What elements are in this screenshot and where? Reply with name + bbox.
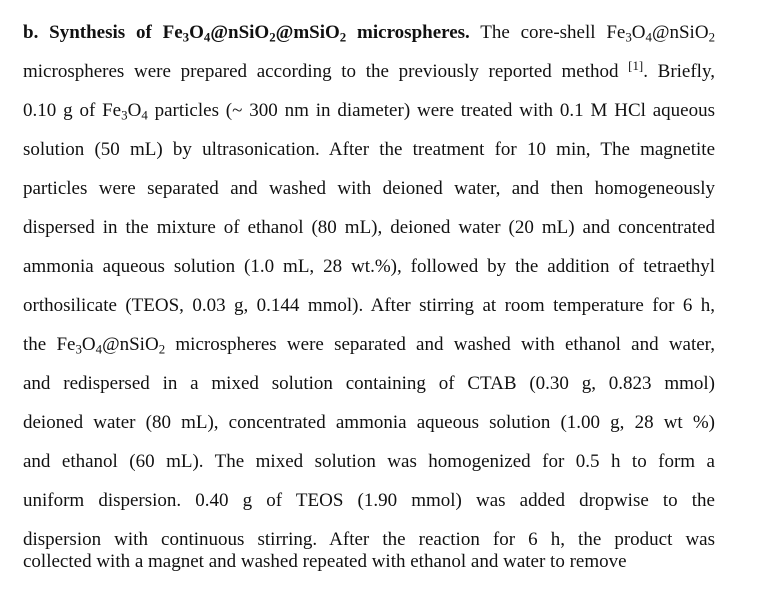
text-line xyxy=(23,327,715,366)
text-line xyxy=(23,405,715,444)
subscript-text: 2 xyxy=(158,341,166,357)
text-run: and ethanol (60 mL). The mixed solution was homogenized for 0.5 h to form a xyxy=(23,451,715,472)
text-run: O xyxy=(127,100,142,121)
text-run: the Fe xyxy=(23,334,76,355)
subscript-text: 2 xyxy=(269,29,276,45)
section-heading-text: O xyxy=(189,22,204,43)
text-run: deioned water (80 mL), concentrated ammonia aqueous solution (1.00 g, 28 wt %) xyxy=(23,412,715,433)
text-line xyxy=(23,210,715,249)
text-run: dispersion with continuous stirring. After the reaction for 6 h, the product was xyxy=(23,529,715,550)
text-run: orthosilicate (TEOS, 0.03 g, 0.144 mmol). After stirring at room temperature for 6 h, xyxy=(23,295,715,316)
text-run: particles (~ 300 nm in diameter) were treated with 0.1 M HCl aqueous xyxy=(147,100,716,121)
text-line xyxy=(23,132,715,171)
subscript-text: 4 xyxy=(141,107,148,123)
subscript-text: 2 xyxy=(339,29,347,45)
text-run: microspheres were separated and washed with ethanol and water, xyxy=(165,334,715,355)
subscript-text: 4 xyxy=(645,29,652,45)
subscript-text: 3 xyxy=(625,29,632,45)
text-line xyxy=(23,171,715,210)
text-line xyxy=(23,366,715,405)
text-run: ammonia aqueous solution (1.0 mL, 28 wt.%), followed by the addition of tetraethyl xyxy=(23,256,715,277)
text-run: particles were separated and washed with deioned water, and then homogeneously xyxy=(23,178,715,199)
text-run: collected with a magnet and washed repeated with ethanol and water to remove xyxy=(23,551,627,572)
text-run: dispersed in the mixture of ethanol (80 mL), deioned water (20 mL) and concentrated xyxy=(23,217,715,238)
text-run: The core-shell Fe xyxy=(469,22,626,43)
section-heading-text: microspheres. xyxy=(346,22,470,43)
section-heading-text: @nSiO xyxy=(210,22,270,43)
section-heading-text: @mSiO xyxy=(275,22,340,43)
section-heading-text: b. Synthesis of Fe xyxy=(23,22,183,43)
text-run: O xyxy=(631,22,646,43)
document-page xyxy=(23,15,715,600)
text-line xyxy=(23,444,715,483)
text-run: 0.10 g of Fe xyxy=(23,100,122,121)
subscript-text: 4 xyxy=(203,29,211,45)
text-run: solution (50 mL) by ultrasonication. After the treatment for 10 min, The magnetite xyxy=(23,139,715,160)
text-line xyxy=(23,93,715,132)
text-run: O xyxy=(81,334,96,355)
subscript-text: 3 xyxy=(75,341,82,357)
text-line xyxy=(23,288,715,327)
text-line xyxy=(23,544,715,583)
text-line xyxy=(23,483,715,522)
text-line xyxy=(23,249,715,288)
subscript-text: 3 xyxy=(121,107,128,123)
text-run: . Briefly, xyxy=(643,61,715,82)
text-line xyxy=(23,15,715,54)
subscript-text: 4 xyxy=(95,341,103,357)
text-run: and redispersed in a mixed solution containing of CTAB (0.30 g, 0.823 mmol) xyxy=(23,373,715,394)
text-run: uniform dispersion. 0.40 g of TEOS (1.90 mmol) was added dropwise to the xyxy=(23,490,715,511)
text-run: @nSiO xyxy=(651,22,709,43)
text-line xyxy=(23,54,715,93)
text-run: @nSiO xyxy=(102,334,159,355)
subscript-text: 2 xyxy=(708,29,716,45)
subscript-text: 3 xyxy=(182,29,190,45)
citation-superscript: [1] xyxy=(628,57,644,73)
text-run: microspheres were prepared according to the previously reported method xyxy=(23,61,629,82)
